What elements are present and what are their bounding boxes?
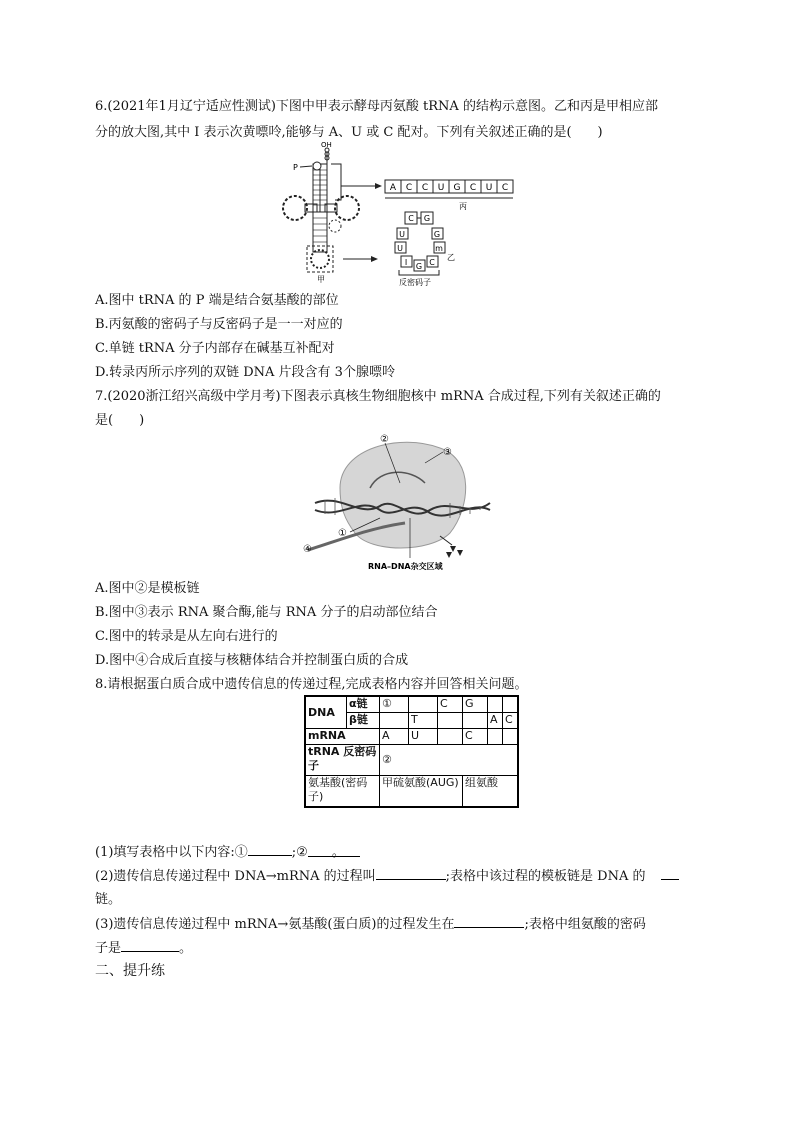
q6-option-c: C.单链 tRNA 分子内部存在碱基互补配对	[95, 341, 335, 356]
section-heading: 二、提升练	[95, 963, 165, 979]
loop-c1: C	[408, 214, 414, 223]
seq-7: U	[485, 183, 493, 193]
loop-u2: U	[397, 244, 403, 253]
seq-6: C	[469, 183, 477, 193]
q6-stem-line1: 6.(2021年1月辽宁适应性测试)下图中甲表示酵母丙氨酸 tRNA 的结构示意图。乙和丙是甲相应部	[95, 99, 658, 114]
q6-option-b: B.丙氨酸的密码子与反密码子是一一对应的	[95, 317, 343, 332]
row-trna: tRNA 反密码子	[305, 745, 380, 776]
label-4: ④	[303, 544, 312, 555]
label-3: ③	[443, 447, 452, 458]
q6-stem-line2: 分的放大图,其中 I 表示次黄嘌呤,能够与 A、U 或 C 配对。下列有关叙述正确的是( )	[95, 125, 603, 140]
loop-u1: U	[399, 230, 405, 239]
q7-stem-line1: 7.(2020浙江绍兴高级中学月考)下图表示真核生物细胞核中 mRNA 合成过程,下列有关叙述正确的	[95, 389, 661, 404]
cell-alpha-5	[488, 696, 503, 713]
q8-sub3-cont: 子是 。	[95, 941, 193, 956]
loop-g1: G	[423, 214, 431, 223]
cell-trna: ②	[380, 745, 519, 776]
cell-mrna-2: U	[409, 729, 438, 745]
q8-stem: 8.请根据蛋白质合成中遗传信息的传递过程,完成表格内容并回答相关问题。	[95, 677, 528, 692]
loop-m: m	[435, 244, 443, 253]
q8-sub2-cont: 链。	[95, 892, 122, 907]
transcription-figure	[300, 428, 500, 573]
q7-option-c: C.图中的转录是从左向右进行的	[95, 629, 278, 644]
genetic-info-table	[304, 695, 519, 808]
loop-i: I	[404, 258, 408, 267]
seq-1: A	[389, 183, 397, 193]
cell-alpha-6	[503, 696, 519, 713]
label-2: ②	[380, 434, 389, 445]
cell-his: 组氨酸	[463, 776, 519, 808]
q8-sub3: (3)遗传信息传递过程中 mRNA→氨基酸(蛋白质)的过程发生在 ;表格中组氨酸的密码	[95, 917, 646, 932]
blank-1[interactable]	[248, 843, 292, 856]
loop-g3: G	[433, 230, 441, 239]
cell-mrna-5	[488, 729, 503, 745]
cell-met: 甲硫氨酸(AUG)	[380, 776, 463, 808]
cell-mrna-1: A	[380, 729, 409, 745]
seq-2: C	[405, 183, 413, 193]
q6-option-d: D.转录丙所示序列的双链 DNA 片段含有 3个腺嘌呤	[95, 365, 395, 380]
cell-beta-1	[380, 713, 409, 729]
blank-6[interactable]	[121, 939, 179, 952]
bing-label: 丙	[459, 202, 467, 211]
q6-option-a: A.图中 tRNA 的 P 端是结合氨基酸的部位	[95, 293, 339, 308]
row-aa: 氨基酸(密码子)	[305, 776, 380, 808]
q7-option-a: A.图中②是模板链	[95, 581, 200, 596]
trna-figure	[275, 142, 530, 287]
q7-stem-line2: 是( )	[95, 413, 145, 428]
label-1: ①	[338, 528, 347, 539]
q8-sub2: (2)遗传信息传递过程中 DNA→mRNA 的过程叫 ;表格中该过程的模板链是 DNA 的	[95, 867, 705, 886]
q7-option-d: D.图中④合成后直接与核糖体结合并控制蛋白质的合成	[95, 653, 409, 668]
cell-alpha-3: C	[438, 696, 463, 713]
cell-mrna-3	[438, 729, 463, 745]
q7-option-b: B.图中③表示 RNA 聚合酶,能与 RNA 分子的启动部位结合	[95, 605, 438, 620]
blank-4[interactable]	[661, 867, 679, 880]
row-dna: DNA	[305, 696, 347, 729]
cell-beta-4	[463, 713, 488, 729]
hybrid-caption: RNA–DNA杂交区域	[368, 562, 443, 571]
cell-beta-6: C	[503, 713, 519, 729]
cell-beta-5: A	[488, 713, 503, 729]
anticodon-label: 反密码子	[399, 278, 431, 287]
seq-4: U	[437, 183, 445, 193]
cell-beta-2: T	[409, 713, 438, 729]
oh-label: OH	[321, 142, 332, 149]
row-beta: β链	[347, 713, 380, 729]
blank-3[interactable]	[376, 867, 446, 880]
cell-mrna-6	[503, 729, 519, 745]
cell-mrna-4: C	[463, 729, 488, 745]
row-mrna: mRNA	[305, 729, 380, 745]
row-alpha: α链	[347, 696, 380, 713]
yi-label: 乙	[447, 253, 455, 262]
loop-g2: G	[415, 262, 423, 271]
blank-2[interactable]: 。	[308, 844, 360, 857]
blank-5[interactable]	[454, 915, 524, 928]
p-label: P	[293, 163, 298, 172]
seq-8: C	[501, 183, 509, 193]
seq-3: C	[421, 183, 429, 193]
jia-label: 甲	[317, 275, 325, 284]
cell-beta-3	[438, 713, 463, 729]
loop-c2: C	[429, 258, 435, 267]
seq-5: G	[453, 183, 461, 193]
cell-alpha-1: ①	[380, 696, 409, 713]
q8-sub1: (1)填写表格中以下内容:① ;② 。	[95, 843, 705, 862]
cell-alpha-2	[409, 696, 438, 713]
cell-alpha-4: G	[463, 696, 488, 713]
